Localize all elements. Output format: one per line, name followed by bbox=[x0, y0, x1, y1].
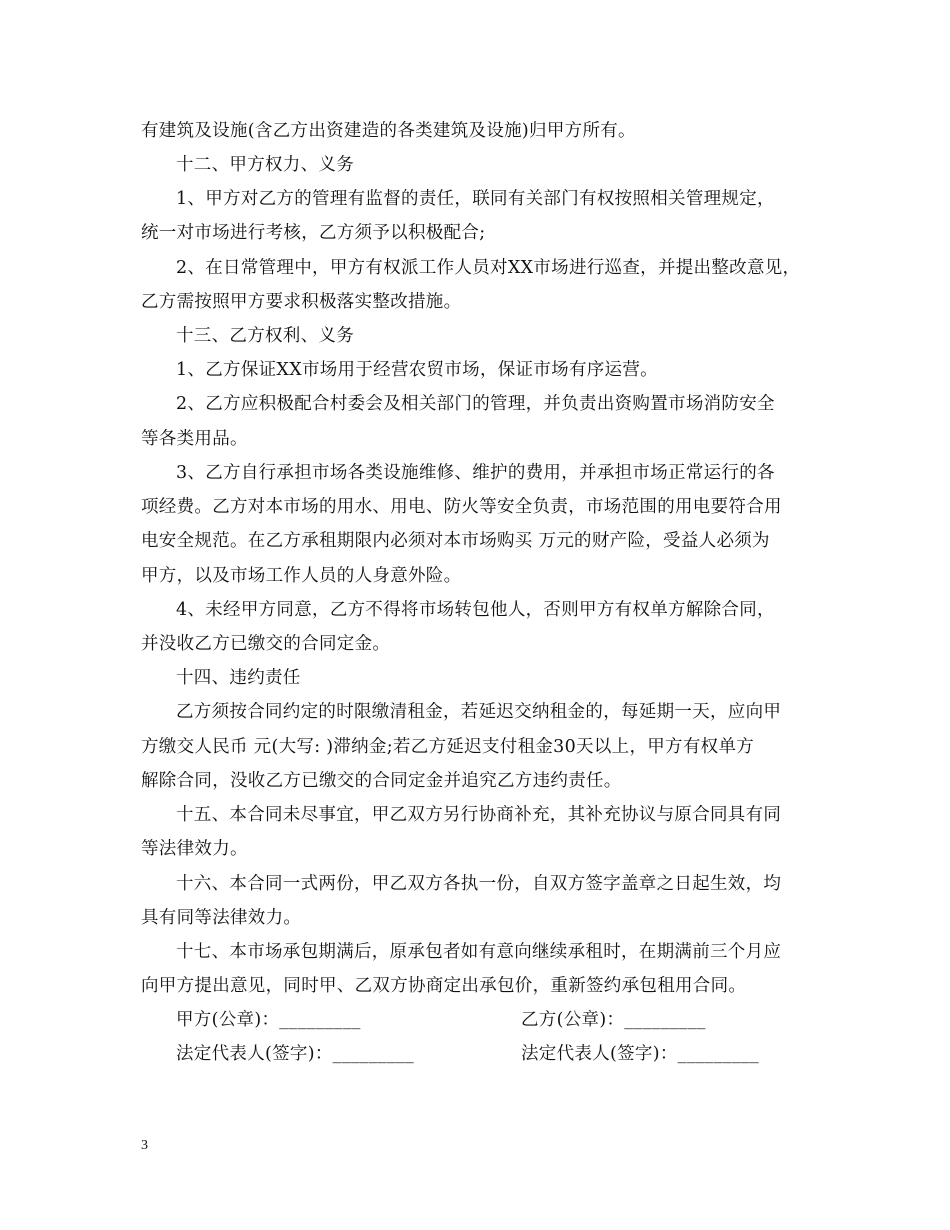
text-line: 项经费。乙方对本市场的用水、用电、防火等安全负责，市场范围的用电要符合用 bbox=[141, 497, 782, 517]
text-line: 3、乙方自行承担市场各类设施维修、维护的费用，并承担市场正常运行的各 bbox=[176, 463, 775, 483]
text-line: 4、未经甲方同意，乙方不得将市场转包他人，否则甲方有权单方解除合同， bbox=[176, 600, 775, 620]
section-heading: 十二、甲方权力、义务 bbox=[176, 155, 354, 175]
section-heading: 十四、违约责任 bbox=[176, 668, 301, 688]
text-line: 十六、本合同一式两份，甲乙双方各执一份，自双方签字盖章之日起生效，均 bbox=[176, 874, 782, 894]
text-line: 等法律效力。 bbox=[141, 839, 248, 859]
text-line: 具有同等法律效力。 bbox=[141, 908, 302, 928]
text-line: 向甲方提出意见，同时甲、乙双方协商定出承包价，重新签约承包租用合同。 bbox=[141, 976, 747, 996]
party-b-representative-field: 法定代表人(签字)：_________ bbox=[521, 1044, 760, 1064]
text-line: 2、在日常管理中，甲方有权派工作人员对XX市场进行巡查，并提出整改意见， bbox=[176, 258, 801, 278]
text-line: 方缴交人民币 元(大写: )滞纳金;若乙方延迟支付租金30天以上，甲方有权单方 bbox=[141, 737, 755, 757]
text-line: 乙方需按照甲方要求积极落实整改措施。 bbox=[141, 292, 462, 312]
text-line: 甲方，以及市场工作人员的人身意外险。 bbox=[141, 566, 462, 586]
text-line: 有建筑及设施(含乙方出资建造的各类建筑及设施)归甲方所有。 bbox=[141, 121, 636, 141]
text-line: 十七、本市场承包期满后，原承包者如有意向继续承租时，在期满前三个月应 bbox=[176, 942, 782, 962]
party-b-seal-field: 乙方(公章)：_________ bbox=[521, 1010, 706, 1030]
page-number: 3 bbox=[141, 1138, 148, 1153]
text-line: 等各类用品。 bbox=[141, 429, 248, 449]
text-line: 并没收乙方已缴交的合同定金。 bbox=[141, 634, 391, 654]
text-line: 1、甲方对乙方的管理有监督的责任，联同有关部门有权按照相关管理规定， bbox=[176, 189, 775, 209]
text-line: 乙方须按合同约定的时限缴清租金，若延迟交纳租金的，每延期一天，应向甲 bbox=[176, 702, 782, 722]
text-line: 解除合同，没收乙方已缴交的合同定金并追究乙方违约责任。 bbox=[141, 771, 622, 791]
party-a-seal-field: 甲方(公章)：_________ bbox=[176, 1010, 361, 1030]
party-a-representative-field: 法定代表人(签字)：_________ bbox=[176, 1044, 415, 1064]
section-heading: 十三、乙方权利、义务 bbox=[176, 326, 354, 346]
text-line: 2、乙方应积极配合村委会及相关部门的管理，并负责出资购置市场消防安全 bbox=[176, 394, 775, 414]
text-line: 统一对市场进行考核，乙方须予以积极配合; bbox=[141, 223, 486, 243]
text-line: 1、乙方保证XX市场用于经营农贸市场，保证市场有序运营。 bbox=[176, 360, 658, 380]
text-line: 电安全规范。在乙方承租期限内必须对本市场购买 万元的财产险，受益人必须为 bbox=[141, 531, 770, 551]
text-line: 十五、本合同未尽事宜，甲乙双方另行协商补充，其补充协议与原合同具有同 bbox=[176, 805, 782, 825]
